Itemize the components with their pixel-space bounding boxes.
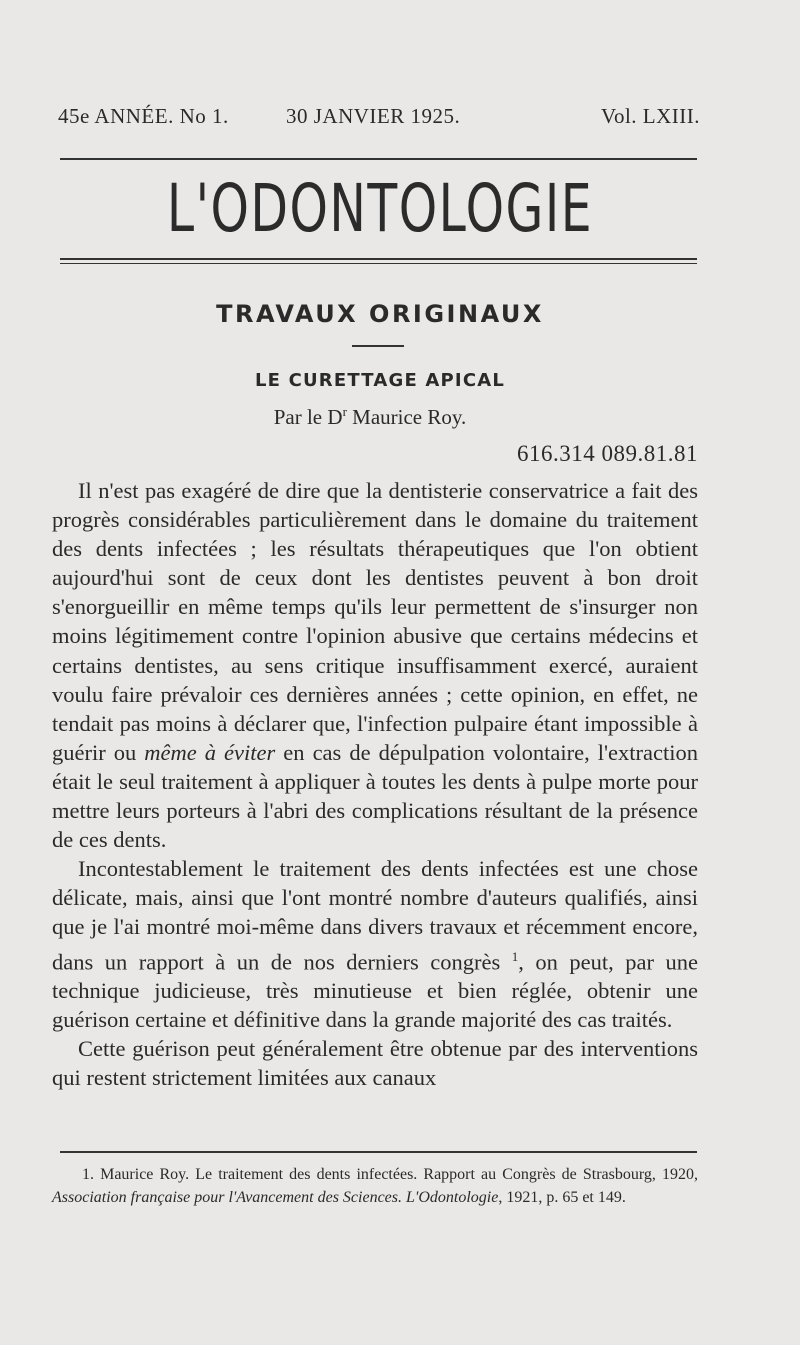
footnote-rule <box>60 1151 697 1153</box>
paragraph <box>52 854 698 1034</box>
byline <box>0 404 740 430</box>
paragraph-text: Incontestablement le traitement des dents infectées est une chose délicate, mais, ainsi que l'ont montré nombre d'auteurs qualifiés, ainsi que je l'ai montré moi-même dans divers travaux et récemment encore, dans un rapport à un de nos derniers congrès <box>52 856 698 974</box>
masthead-bottom-rule-thin <box>60 263 697 264</box>
paragraph <box>52 1034 698 1092</box>
classification-number: 616.314 089.81.81 <box>517 441 698 466</box>
footnote-text <box>52 1163 698 1209</box>
issue-date: 30 JANVIER 1925. <box>286 104 461 128</box>
paragraph-text: , on peut, par une technique judicieuse, très minutieuse et bien réglée, obtenir une guérison certaine et définitive dans la grande majorité des cas traités. <box>52 949 698 1033</box>
author-name: Maurice Roy. <box>352 405 467 429</box>
footnote-segment: , 1921, p. 65 et 149. <box>498 1189 626 1206</box>
footnote-segment: 1. Maurice Roy. Le traitement des dents infectées. Rapport au Congrès de Strasbourg, 1920, <box>82 1166 698 1183</box>
paragraph <box>52 476 698 854</box>
byline-prefix: Par le D <box>273 405 343 429</box>
journal-title: L'ODONTOLOGIE <box>166 170 594 247</box>
footnote-reference: 1 <box>511 948 519 964</box>
masthead-bottom-rule <box>60 258 697 260</box>
paragraph-text: en cas de dépulpation volontaire, l'extraction était le seul traitement à appliquer à toutes les dents à pulpe morte pour mettre leurs porteurs à l'abri des complications résultant de la présence de ces dents. <box>52 739 698 853</box>
paragraph-text: Il n'est pas exagéré de dire que la dentisterie conservatrice a fait des progrès considérables particulièrement dans le domaine du traitement des dents infectées ; les résultats thérapeutiques que l'on obtient aujourd'hui sont de ceux dont les dentistes peuvent à bon droit s'enorgueillir en même temps qu'ils leur permettent de s'insurger non moins légitimement contre l'opinion abusive que certains médecins et certains dentistes, au sens critique insuffisamment exercé, auraient voulu faire prévaloir ces dernières années ; cette opinion, en effet, ne tendait pas moins à déclarer que, l'infection pulpaire étant impossible à guérir ou <box>52 478 698 765</box>
masthead-top-rule <box>60 158 697 160</box>
article-title: LE CURETTAGE APICAL <box>254 370 506 391</box>
byline-superscript: r <box>342 404 347 419</box>
section-divider <box>352 345 404 347</box>
emphasis-text: même à éviter <box>144 739 276 765</box>
issue-number: 45e ANNÉE. No 1. <box>58 104 229 128</box>
section-title: TRAVAUX ORIGINAUX <box>216 300 544 328</box>
volume-number: Vol. LXIII. <box>600 104 700 128</box>
paragraph-text: Cette guérison peut généralement être obtenue par des interventions qui restent strictement limitées aux canaux <box>52 1036 698 1091</box>
article-body <box>52 476 698 1092</box>
footnote-emphasis: Association française pour l'Avancement des Sciences. L'Odontologie <box>52 1189 499 1206</box>
footnote <box>52 1163 698 1209</box>
